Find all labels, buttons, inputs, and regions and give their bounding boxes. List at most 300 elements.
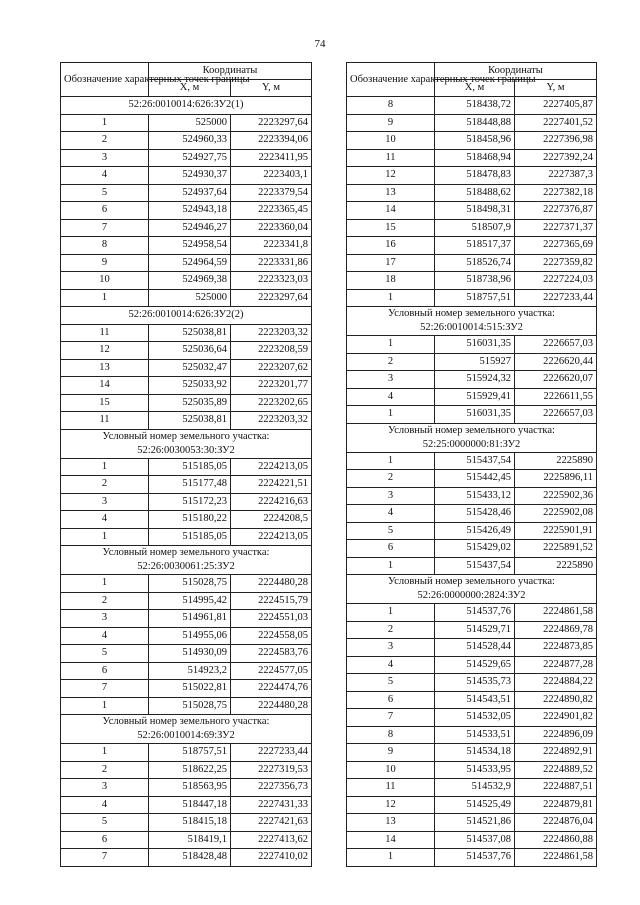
point-number-cell: 6 [61, 831, 149, 849]
point-number-cell: 15 [347, 219, 435, 237]
x-coordinate-cell: 514537,08 [435, 831, 515, 849]
section-header-row [347, 575, 597, 604]
y-coordinate-cell: 2223202,65 [231, 394, 312, 412]
table-row [347, 691, 597, 709]
table-row [347, 289, 597, 307]
point-number-cell: 3 [61, 779, 149, 797]
x-coordinate-cell: 515022,81 [149, 680, 231, 698]
x-coordinate-cell: 514532,05 [435, 709, 515, 727]
table-row [347, 814, 597, 832]
point-number-cell: 8 [61, 237, 149, 255]
point-number-cell: 6 [61, 662, 149, 680]
section-header-row [61, 307, 312, 325]
y-coordinate-cell: 2223203,32 [231, 412, 312, 430]
point-number-cell: 13 [61, 359, 149, 377]
point-number-cell: 6 [61, 202, 149, 220]
y-coordinate-cell: 2224213,05 [231, 458, 312, 476]
y-coordinate-cell: 2227401,52 [515, 114, 597, 132]
table-body-right [347, 97, 597, 867]
y-coordinate-cell: 2227356,73 [231, 779, 312, 797]
x-coordinate-cell: 518498,31 [435, 202, 515, 220]
y-coordinate-cell: 2223403,1 [231, 167, 312, 185]
table-row [61, 324, 312, 342]
section-title-line2: 52:26:0000000:2824:ЗУ2 [417, 590, 526, 601]
y-coordinate-cell: 2227387,3 [515, 167, 597, 185]
point-number-cell: 12 [61, 342, 149, 360]
x-coordinate-cell: 518447,18 [149, 796, 231, 814]
y-coordinate-cell: 2224583,76 [231, 645, 312, 663]
header-x: X, м [149, 80, 231, 97]
y-coordinate-cell: 2227224,03 [515, 272, 597, 290]
y-coordinate-cell: 2227421,63 [231, 814, 312, 832]
y-coordinate-cell: 2227413,62 [231, 831, 312, 849]
y-coordinate-cell: 2223394,06 [231, 132, 312, 150]
table-row [347, 254, 597, 272]
table-row [347, 149, 597, 167]
point-number-cell: 4 [61, 627, 149, 645]
y-coordinate-cell: 2224879,81 [515, 796, 597, 814]
y-coordinate-cell: 2224873,85 [515, 639, 597, 657]
y-coordinate-cell: 2224887,51 [515, 779, 597, 797]
point-number-cell: 2 [61, 476, 149, 494]
point-number-cell: 4 [61, 511, 149, 529]
section-title-line1: Условный номер земельного участка: [388, 308, 555, 319]
table-row [347, 388, 597, 406]
point-number-cell: 8 [347, 726, 435, 744]
x-coordinate-cell: 518468,94 [435, 149, 515, 167]
x-coordinate-cell: 514961,81 [149, 610, 231, 628]
point-number-cell: 7 [347, 709, 435, 727]
y-coordinate-cell: 2225890 [515, 557, 597, 575]
x-coordinate-cell: 518563,95 [149, 779, 231, 797]
x-coordinate-cell: 514543,51 [435, 691, 515, 709]
table-row [347, 540, 597, 558]
y-coordinate-cell: 2225902,36 [515, 487, 597, 505]
section-title: 52:26:0010014:626:ЗУ2(2) [61, 307, 312, 325]
table-row [61, 219, 312, 237]
section-title [61, 546, 312, 575]
section-title [347, 307, 597, 336]
x-coordinate-cell: 518517,37 [435, 237, 515, 255]
table-row [61, 493, 312, 511]
table-row [61, 394, 312, 412]
y-coordinate-cell: 2223331,86 [231, 254, 312, 272]
point-number-cell: 11 [61, 324, 149, 342]
table-row [61, 237, 312, 255]
point-number-cell: 5 [61, 814, 149, 832]
x-coordinate-cell: 518507,9 [435, 219, 515, 237]
section-title-line2: 52:26:0030053:30:ЗУ2 [137, 444, 235, 456]
table-row [347, 202, 597, 220]
table-row [347, 219, 597, 237]
table-row [347, 849, 597, 867]
x-coordinate-cell: 514930,09 [149, 645, 231, 663]
section-header-row [61, 546, 312, 575]
section-title-line2: 52:25:0000000:81:ЗУ2 [422, 438, 521, 450]
table-row [61, 528, 312, 546]
section-title-line2: 52:26:0030061:25:ЗУ2 [137, 561, 235, 572]
x-coordinate-cell: 515172,23 [149, 493, 231, 511]
point-number-cell: 1 [347, 604, 435, 622]
table-row [61, 132, 312, 150]
table-row [61, 272, 312, 290]
point-number-cell: 12 [347, 796, 435, 814]
section-title-line2: 52:26:0010014:69:ЗУ2 [137, 730, 235, 741]
x-coordinate-cell: 515028,75 [149, 697, 231, 715]
point-number-cell: 1 [61, 575, 149, 593]
header-y: Y, м [231, 80, 312, 97]
point-number-cell: 11 [347, 149, 435, 167]
y-coordinate-cell: 2224861,58 [515, 604, 597, 622]
point-number-cell: 9 [347, 744, 435, 762]
y-coordinate-cell: 2227365,69 [515, 237, 597, 255]
x-coordinate-cell: 515426,49 [435, 522, 515, 540]
y-coordinate-cell: 2223201,77 [231, 377, 312, 395]
table-row [61, 289, 312, 307]
y-coordinate-cell: 2224480,28 [231, 575, 312, 593]
table-row [61, 627, 312, 645]
y-coordinate-cell: 2225896,11 [515, 470, 597, 488]
section-title [61, 715, 312, 744]
point-number-cell: 10 [347, 761, 435, 779]
y-coordinate-cell: 2224890,82 [515, 691, 597, 709]
table-row [61, 761, 312, 779]
x-coordinate-cell: 515028,75 [149, 575, 231, 593]
x-coordinate-cell: 524930,37 [149, 167, 231, 185]
table-row [61, 610, 312, 628]
section-title-line2: 52:26:0010014:515:ЗУ2 [420, 322, 523, 333]
point-number-cell: 4 [347, 505, 435, 523]
x-coordinate-cell: 515927 [435, 353, 515, 371]
point-number-cell: 11 [347, 779, 435, 797]
y-coordinate-cell: 2224876,04 [515, 814, 597, 832]
table-row [61, 412, 312, 430]
point-number-cell: 1 [347, 452, 435, 470]
x-coordinate-cell: 514532,9 [435, 779, 515, 797]
x-coordinate-cell: 525000 [149, 114, 231, 132]
table-row [347, 336, 597, 354]
table-row [347, 557, 597, 575]
point-number-cell: 10 [347, 132, 435, 150]
table-row [347, 237, 597, 255]
x-coordinate-cell: 518428,48 [149, 849, 231, 867]
table-row [347, 604, 597, 622]
table-row [347, 621, 597, 639]
x-coordinate-cell: 514995,42 [149, 592, 231, 610]
x-coordinate-cell: 514533,95 [435, 761, 515, 779]
table-row [347, 487, 597, 505]
x-coordinate-cell: 516031,35 [435, 406, 515, 424]
table-row [61, 662, 312, 680]
table-row [61, 744, 312, 762]
x-coordinate-cell: 514533,51 [435, 726, 515, 744]
point-number-cell: 3 [61, 610, 149, 628]
point-number-cell: 7 [61, 219, 149, 237]
y-coordinate-cell: 2223379,54 [231, 184, 312, 202]
y-coordinate-cell: 2224480,28 [231, 697, 312, 715]
y-coordinate-cell: 2224221,51 [231, 476, 312, 494]
point-number-cell: 3 [347, 371, 435, 389]
y-coordinate-cell: 2224474,76 [231, 680, 312, 698]
y-coordinate-cell: 2224869,78 [515, 621, 597, 639]
header-x: X, м [435, 80, 515, 97]
x-coordinate-cell: 514529,65 [435, 656, 515, 674]
table-row [61, 458, 312, 476]
x-coordinate-cell: 525033,92 [149, 377, 231, 395]
table-row [61, 342, 312, 360]
x-coordinate-cell: 518738,96 [435, 272, 515, 290]
point-number-cell: 1 [61, 114, 149, 132]
section-header-row [61, 715, 312, 744]
point-number-cell: 9 [347, 114, 435, 132]
y-coordinate-cell: 2226657,03 [515, 406, 597, 424]
x-coordinate-cell: 524946,27 [149, 219, 231, 237]
header-point-label: Обозначение характерных точек границы [347, 63, 435, 97]
point-number-cell: 17 [347, 254, 435, 272]
x-coordinate-cell: 514923,2 [149, 662, 231, 680]
x-coordinate-cell: 515428,46 [435, 505, 515, 523]
table-row [347, 184, 597, 202]
point-number-cell: 5 [347, 674, 435, 692]
table-row [347, 656, 597, 674]
table-row [61, 184, 312, 202]
y-coordinate-cell: 2224889,52 [515, 761, 597, 779]
point-number-cell: 2 [61, 761, 149, 779]
y-coordinate-cell: 2224551,03 [231, 610, 312, 628]
header-coordinates: Координаты [435, 63, 597, 80]
point-number-cell: 5 [347, 522, 435, 540]
y-coordinate-cell: 2223365,45 [231, 202, 312, 220]
table-row [347, 726, 597, 744]
table-row [61, 254, 312, 272]
point-number-cell: 14 [347, 831, 435, 849]
y-coordinate-cell: 2227405,87 [515, 97, 597, 115]
table-row [347, 371, 597, 389]
table-row [347, 831, 597, 849]
x-coordinate-cell: 518458,96 [435, 132, 515, 150]
point-number-cell: 1 [61, 697, 149, 715]
table-row [347, 505, 597, 523]
x-coordinate-cell: 515437,54 [435, 557, 515, 575]
x-coordinate-cell: 515924,32 [435, 371, 515, 389]
table-row [347, 522, 597, 540]
x-coordinate-cell: 514528,44 [435, 639, 515, 657]
table-row [61, 359, 312, 377]
y-coordinate-cell: 2225891,52 [515, 540, 597, 558]
x-coordinate-cell: 514537,76 [435, 849, 515, 867]
point-number-cell: 1 [61, 289, 149, 307]
x-coordinate-cell: 514529,71 [435, 621, 515, 639]
y-coordinate-cell: 2227431,33 [231, 796, 312, 814]
x-coordinate-cell: 524964,59 [149, 254, 231, 272]
point-number-cell: 2 [347, 470, 435, 488]
x-coordinate-cell: 524960,33 [149, 132, 231, 150]
point-number-cell: 4 [61, 796, 149, 814]
y-coordinate-cell: 2227382,18 [515, 184, 597, 202]
table-row [61, 511, 312, 529]
x-coordinate-cell: 514955,06 [149, 627, 231, 645]
point-number-cell: 1 [347, 406, 435, 424]
section-header-row [347, 307, 597, 336]
y-coordinate-cell: 2223411,95 [231, 149, 312, 167]
y-coordinate-cell: 2227233,44 [231, 744, 312, 762]
table-row [347, 674, 597, 692]
table-row [347, 167, 597, 185]
table-row [61, 831, 312, 849]
table-row [61, 114, 312, 132]
point-number-cell: 7 [61, 680, 149, 698]
table-row [347, 114, 597, 132]
table-body-left [61, 97, 312, 867]
x-coordinate-cell: 518757,51 [435, 289, 515, 307]
point-number-cell: 6 [347, 691, 435, 709]
table-row [347, 639, 597, 657]
x-coordinate-cell: 518415,18 [149, 814, 231, 832]
point-number-cell: 18 [347, 272, 435, 290]
y-coordinate-cell: 2224860,88 [515, 831, 597, 849]
y-coordinate-cell: 2227396,98 [515, 132, 597, 150]
point-number-cell: 9 [61, 254, 149, 272]
y-coordinate-cell: 2224216,63 [231, 493, 312, 511]
y-coordinate-cell: 2223360,04 [231, 219, 312, 237]
point-number-cell: 1 [347, 557, 435, 575]
table-row [347, 406, 597, 424]
point-number-cell: 3 [347, 487, 435, 505]
point-number-cell: 3 [61, 493, 149, 511]
section-title-line1: Условный номер земельного участка: [102, 716, 270, 727]
y-coordinate-cell: 2227233,44 [515, 289, 597, 307]
y-coordinate-cell: 2227319,53 [231, 761, 312, 779]
section-title: 52:26:0010014:626:ЗУ2(1) [61, 97, 312, 115]
x-coordinate-cell: 525036,64 [149, 342, 231, 360]
y-coordinate-cell: 2224896,09 [515, 726, 597, 744]
x-coordinate-cell: 518448,88 [435, 114, 515, 132]
table-row [347, 452, 597, 470]
y-coordinate-cell: 2227376,87 [515, 202, 597, 220]
section-header-row [61, 97, 312, 115]
point-number-cell: 1 [61, 528, 149, 546]
table-row [347, 709, 597, 727]
x-coordinate-cell: 515177,48 [149, 476, 231, 494]
section-header-row [61, 429, 312, 458]
y-coordinate-cell: 2224861,58 [515, 849, 597, 867]
page-number: 74 [314, 38, 326, 50]
section-title [347, 575, 597, 604]
y-coordinate-cell: 2226620,44 [515, 353, 597, 371]
point-number-cell: 5 [61, 184, 149, 202]
point-number-cell: 16 [347, 237, 435, 255]
y-coordinate-cell: 2223207,62 [231, 359, 312, 377]
point-number-cell: 1 [61, 458, 149, 476]
x-coordinate-cell: 518478,83 [435, 167, 515, 185]
section-title-line1: Условный номер земельного участка: [102, 547, 270, 558]
x-coordinate-cell: 524958,54 [149, 237, 231, 255]
section-title [347, 423, 597, 452]
x-coordinate-cell: 525035,89 [149, 394, 231, 412]
point-number-cell: 15 [61, 394, 149, 412]
x-coordinate-cell: 515433,12 [435, 487, 515, 505]
x-coordinate-cell: 514525,49 [435, 796, 515, 814]
x-coordinate-cell: 518622,25 [149, 761, 231, 779]
y-coordinate-cell: 2227392,24 [515, 149, 597, 167]
y-coordinate-cell: 2224577,05 [231, 662, 312, 680]
point-number-cell: 11 [61, 412, 149, 430]
table-row [61, 697, 312, 715]
point-number-cell: 14 [61, 377, 149, 395]
header-y: Y, м [515, 80, 597, 97]
table-row [347, 97, 597, 115]
x-coordinate-cell: 516031,35 [435, 336, 515, 354]
y-coordinate-cell: 2224213,05 [231, 528, 312, 546]
table-row [61, 377, 312, 395]
point-number-cell: 2 [347, 621, 435, 639]
y-coordinate-cell: 2227359,82 [515, 254, 597, 272]
point-number-cell: 10 [61, 272, 149, 290]
y-coordinate-cell: 2226611,55 [515, 388, 597, 406]
point-number-cell: 8 [347, 97, 435, 115]
table-row [347, 761, 597, 779]
y-coordinate-cell: 2223297,64 [231, 114, 312, 132]
y-coordinate-cell: 2226657,03 [515, 336, 597, 354]
x-coordinate-cell: 525000 [149, 289, 231, 307]
table-row [61, 814, 312, 832]
table-row [347, 470, 597, 488]
point-number-cell: 1 [347, 336, 435, 354]
point-number-cell: 1 [347, 849, 435, 867]
y-coordinate-cell: 2223341,8 [231, 237, 312, 255]
x-coordinate-cell: 525038,81 [149, 324, 231, 342]
x-coordinate-cell: 524969,38 [149, 272, 231, 290]
y-coordinate-cell: 2227371,37 [515, 219, 597, 237]
coordinates-table-left [60, 62, 312, 867]
x-coordinate-cell: 514535,73 [435, 674, 515, 692]
x-coordinate-cell: 518488,62 [435, 184, 515, 202]
y-coordinate-cell: 2225901,91 [515, 522, 597, 540]
y-coordinate-cell: 2224877,28 [515, 656, 597, 674]
table-row [61, 592, 312, 610]
table-row [61, 680, 312, 698]
table-row [347, 744, 597, 762]
x-coordinate-cell: 524927,75 [149, 149, 231, 167]
table-row [61, 167, 312, 185]
table-row [347, 796, 597, 814]
point-number-cell: 7 [61, 849, 149, 867]
section-title-line1: Условный номер земельного участка: [102, 430, 270, 442]
coordinates-table-right [346, 62, 597, 867]
y-coordinate-cell: 2224884,22 [515, 674, 597, 692]
y-coordinate-cell: 2224515,79 [231, 592, 312, 610]
point-number-cell: 12 [347, 167, 435, 185]
table-row [61, 849, 312, 867]
y-coordinate-cell: 2224208,5 [231, 511, 312, 529]
y-coordinate-cell: 2224558,05 [231, 627, 312, 645]
point-number-cell: 13 [347, 184, 435, 202]
point-number-cell: 4 [347, 388, 435, 406]
table-row [347, 779, 597, 797]
x-coordinate-cell: 515442,45 [435, 470, 515, 488]
table-row [347, 272, 597, 290]
x-coordinate-cell: 514537,76 [435, 604, 515, 622]
y-coordinate-cell: 2223208,59 [231, 342, 312, 360]
section-title-line1: Условный номер земельного участка: [388, 424, 555, 436]
x-coordinate-cell: 514521,86 [435, 814, 515, 832]
point-number-cell: 14 [347, 202, 435, 220]
point-number-cell: 13 [347, 814, 435, 832]
table-row [347, 353, 597, 371]
x-coordinate-cell: 515185,05 [149, 528, 231, 546]
y-coordinate-cell: 2223323,03 [231, 272, 312, 290]
table-row [347, 132, 597, 150]
